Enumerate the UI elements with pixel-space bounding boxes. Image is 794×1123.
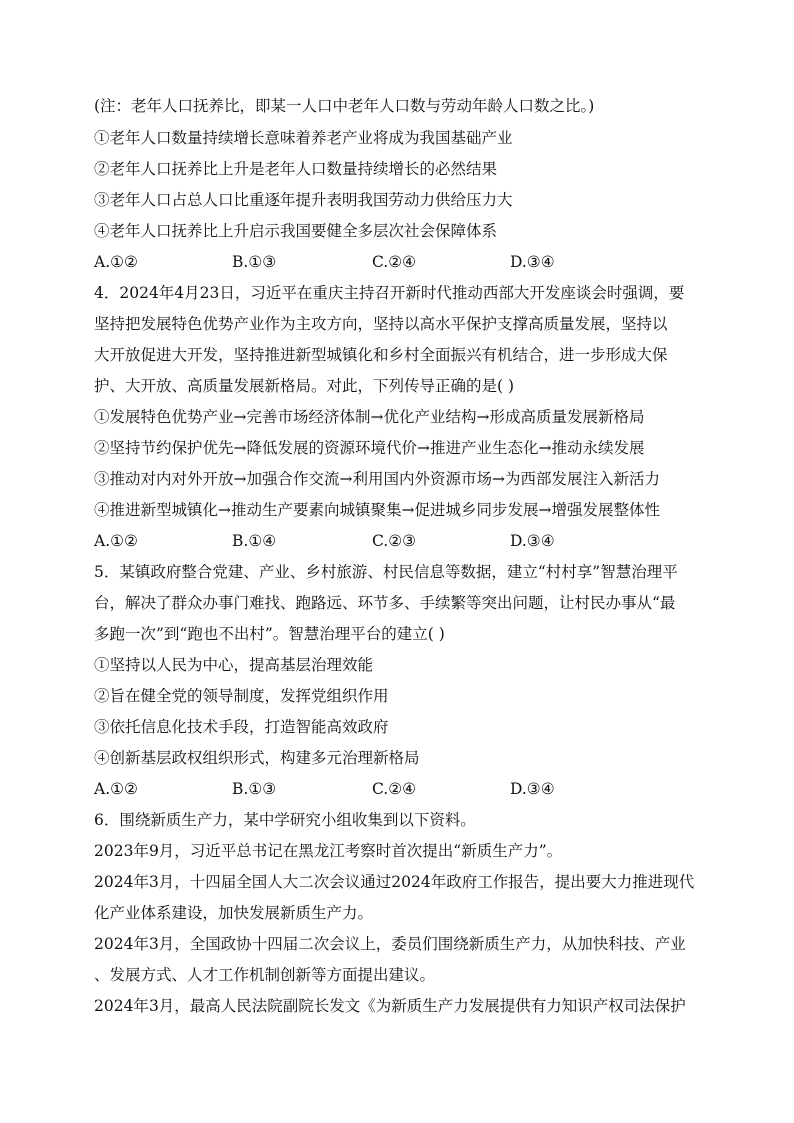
q4-stem-line-3: 大开放促进大开发，坚持推进新型城镇化和乡村全面振兴有机结合，进一步形成大保 — [94, 346, 668, 364]
q6-line-3: 2024年3月，十四届全国人大二次会议通过2024年政府工作报告，提出要大力推进现代 — [94, 873, 695, 891]
q4-stem-line-4: 护、大开放、高质量发展新格局。对此，下列传导正确的是( ) — [94, 377, 515, 395]
q4-stem-line-1: 4．2024年4月23日，习近平在重庆主持召开新时代推动西部大开发座谈会时强调，要 — [94, 284, 685, 302]
q4-choice-a[interactable]: A.①② — [94, 532, 138, 550]
q4-choice-d[interactable]: D.③④ — [510, 532, 555, 550]
q6-line-2: 2023年9月，习近平总书记在黑龙江考察时首次提出“新质生产力”。 — [94, 842, 563, 860]
q3-option-4: ④老年人口抚养比上升启示我国要健全多层次社会保障体系 — [94, 222, 498, 240]
q5-choice-a[interactable]: A.①② — [94, 780, 138, 798]
q4-option-1: ①发展特色优势产业→完善市场经济体制→优化产业结构→形成高质量发展新格局 — [94, 408, 645, 426]
q6-line-6: 、发展方式、人才工作机制创新等方面提出建议。 — [94, 966, 436, 984]
q3-choices — [94, 252, 704, 272]
q4-choice-c[interactable]: C.②③ — [372, 532, 417, 550]
q5-stem-line-3: 多跑一次”到“跑也不出村”。智慧治理平台的建立( ) — [94, 625, 445, 643]
q6-line-1: 6．围绕新质生产力，某中学研究小组收集到以下资料。 — [94, 811, 476, 829]
q3-choice-d[interactable]: D.③④ — [510, 253, 555, 271]
q5-option-3: ③依托信息化技术手段，打造智能高效政府 — [94, 718, 389, 736]
q4-option-3: ③推动对内对外开放→加强合作交流→利用国内外资源市场→为西部发展注入新活力 — [94, 470, 660, 488]
q5-option-2: ②旨在健全党的领导制度，发挥党组织作用 — [94, 687, 389, 705]
q5-stem-line-2: 台，解决了群众办事门难找、跑路远、环节多、手续繁等突出问题，让村民办事从“最 — [94, 594, 676, 612]
q5-choice-d[interactable]: D.③④ — [510, 780, 555, 798]
q5-stem-line-1: 5．某镇政府整合党建、产业、乡村旅游、村民信息等数据，建立“村村享”智慧治理平 — [94, 563, 678, 581]
q3-note: (注：老年人口抚养比，即某一人口中老年人口数与劳动年龄人口数之比。) — [94, 97, 595, 115]
q4-option-2: ②坚持节约保护优先→降低发展的资源环境代价→推进产业生态化→推动永续发展 — [94, 439, 645, 457]
q5-option-4: ④创新基层政权组织形式，构建多元治理新格局 — [94, 749, 420, 767]
q3-option-1: ①老年人口数量持续增长意味着养老产业将成为我国基础产业 — [94, 129, 513, 147]
q3-choice-b[interactable]: B.①③ — [232, 253, 277, 271]
q3-option-2: ②老年人口抚养比上升是老年人口数量持续增长的必然结果 — [94, 160, 498, 178]
q6-line-5: 2024年3月，全国政协十四届二次会议上，委员们围绕新质生产力，从加快科技、产业 — [94, 935, 686, 953]
q6-line-4: 化产业体系建设，加快发展新质生产力。 — [94, 904, 374, 922]
q3-option-3: ③老年人口占总人口比重逐年提升表明我国劳动力供给压力大 — [94, 191, 513, 209]
q3-choice-c[interactable]: C.②④ — [372, 253, 417, 271]
q4-option-4: ④推进新型城镇化→推动生产要素向城镇聚集→促进城乡同步发展→增强发展整体性 — [94, 501, 660, 519]
q5-choices — [94, 779, 704, 799]
q4-choices — [94, 531, 704, 551]
q3-choice-a[interactable]: A.①② — [94, 253, 138, 271]
q6-line-7: 2024年3月，最高人民法院副院长发文《为新质生产力发展提供有力知识产权司法保护 — [94, 997, 686, 1015]
q5-choice-c[interactable]: C.②④ — [372, 780, 417, 798]
q5-choice-b[interactable]: B.①③ — [232, 780, 277, 798]
q4-choice-b[interactable]: B.①④ — [232, 532, 277, 550]
q4-stem-line-2: 坚持把发展特色优势产业作为主攻方向，坚持以高水平保护支撑高质量发展，坚持以 — [94, 315, 668, 333]
q5-option-1: ①坚持以人民为中心，提高基层治理效能 — [94, 656, 374, 674]
